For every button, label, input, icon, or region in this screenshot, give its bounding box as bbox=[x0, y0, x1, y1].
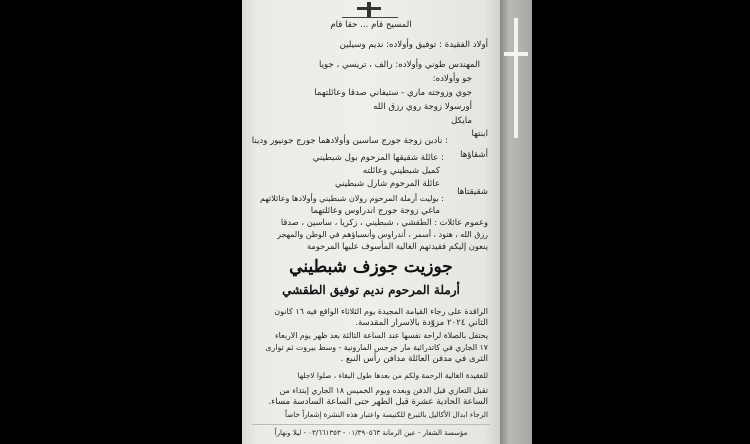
cross-icon bbox=[502, 18, 530, 138]
brothers-label: أشقاؤها bbox=[460, 150, 488, 160]
sons-line-6: مايكل bbox=[451, 116, 472, 126]
daughter-text: : نادين زوجة جورج ساسين وأولادهما جورج جونيور ودينا bbox=[251, 136, 448, 146]
cross-icon bbox=[355, 2, 383, 18]
daughter-label: ابنتها bbox=[471, 129, 488, 139]
notice-heading: المسيح قام ... حقا قام bbox=[330, 20, 412, 30]
deceased-subtitle: أرملة المرحوم نديم توفيق الطقشي bbox=[282, 283, 460, 297]
funeral-home-footer: مؤسسة الشغار - عين الرمانة ٠١/٣٩٠٥٦٣ - ٠٣/٦٦١٣٥٣ - ليلا ونهاراً bbox=[274, 429, 468, 437]
sons-line-4: جوي وزوجته ماري - ستيفاني صدقا وعائلتهما bbox=[314, 88, 472, 98]
brothers-line-2: كميل شبطيني وعائلته bbox=[362, 166, 440, 176]
funeral-line-2: ١٧ الجاري في كاتدرائية مار جرجس المارونية - وسط بيروت ثم توارى bbox=[265, 343, 488, 352]
sisters-label: شقيقتاها bbox=[457, 187, 488, 197]
header-divider bbox=[342, 17, 398, 18]
condolences-line-2: الساعة الحادية عشرة قبل الظهر حتى الساعة السادسة مساء. bbox=[268, 397, 488, 407]
sisters-line-1: : بوليت أرملة المرحوم رولان شبطيني وأولادها وعائلاتهم bbox=[260, 194, 444, 203]
repose-line-1: الراقدة على رجاء القيامة المجيدة يوم الثلاثاء الواقع فيه ١٦ كانون bbox=[274, 307, 488, 316]
families-line-1: وعموم عائلات : الطقشي ، شبطيني ، زكريا ، ساسين ، صدقا bbox=[280, 217, 488, 227]
funeral-line-1: يحتفل بالصلاة لراحة نفسها عند الساعة الثالثة بعد ظهر يوم الاربعاء bbox=[275, 331, 488, 340]
repose-line-2: الثاني ٢٠٢٤ مزوّدة بالاسرار المقدسة. bbox=[355, 318, 488, 328]
sons-row bbox=[340, 40, 488, 51]
brothers-line-3: عائلة المرحوم شارل شبطيني bbox=[335, 179, 440, 189]
families-line-3: ينعون إليكم فقيدتهم الغالية المأسوف عليها المرحومة bbox=[306, 241, 488, 251]
condolences-line-1: تقبل التعازي قبل الدفن وبعده ويوم الخميس ١٨ الجاري إبتداء من bbox=[279, 386, 488, 395]
families-line-2: رزق الله ، هنود ، أسمر ، أندراوس وأنسباؤهم في الوطن والمهجر bbox=[277, 230, 488, 239]
sons-text: : توفيق وأولاده: نديم وسيلين bbox=[339, 40, 442, 50]
deceased-name: جوزيت جوزف شبطيني bbox=[289, 257, 453, 277]
sons-line-3: جو وأولاده: bbox=[432, 74, 472, 84]
sons-line-2: المهندس طوني وأولاده: رالف ، تريسي ، جويا bbox=[318, 60, 480, 70]
sons-label: أولاد الفقيدة bbox=[444, 40, 488, 50]
brothers-line-1: : عائلة شقيقها المرحوم بول شبطيني bbox=[312, 153, 444, 163]
obituary-notice bbox=[242, 0, 500, 444]
wreaths-note: الرجاء ابدال الأكاليل بالتبرع للكنيسة واعتبار هذه النشرة إشعاراً خاصاً bbox=[285, 410, 488, 419]
prayer-line: للفقيدة الغالية الرحمة ولكم من بعدها طول البقاء ، صلوا لاجلها bbox=[297, 371, 488, 380]
sisters-line-2: ماغي زوجة جورج اندراوس وعائلتهما bbox=[310, 206, 440, 216]
funeral-line-3: الثرى في مدفن العائلة مدافن رأس النبع . bbox=[340, 354, 488, 364]
footer-divider bbox=[252, 424, 490, 425]
sons-line-5: أورسولا زوجة روي رزق الله bbox=[373, 102, 472, 112]
